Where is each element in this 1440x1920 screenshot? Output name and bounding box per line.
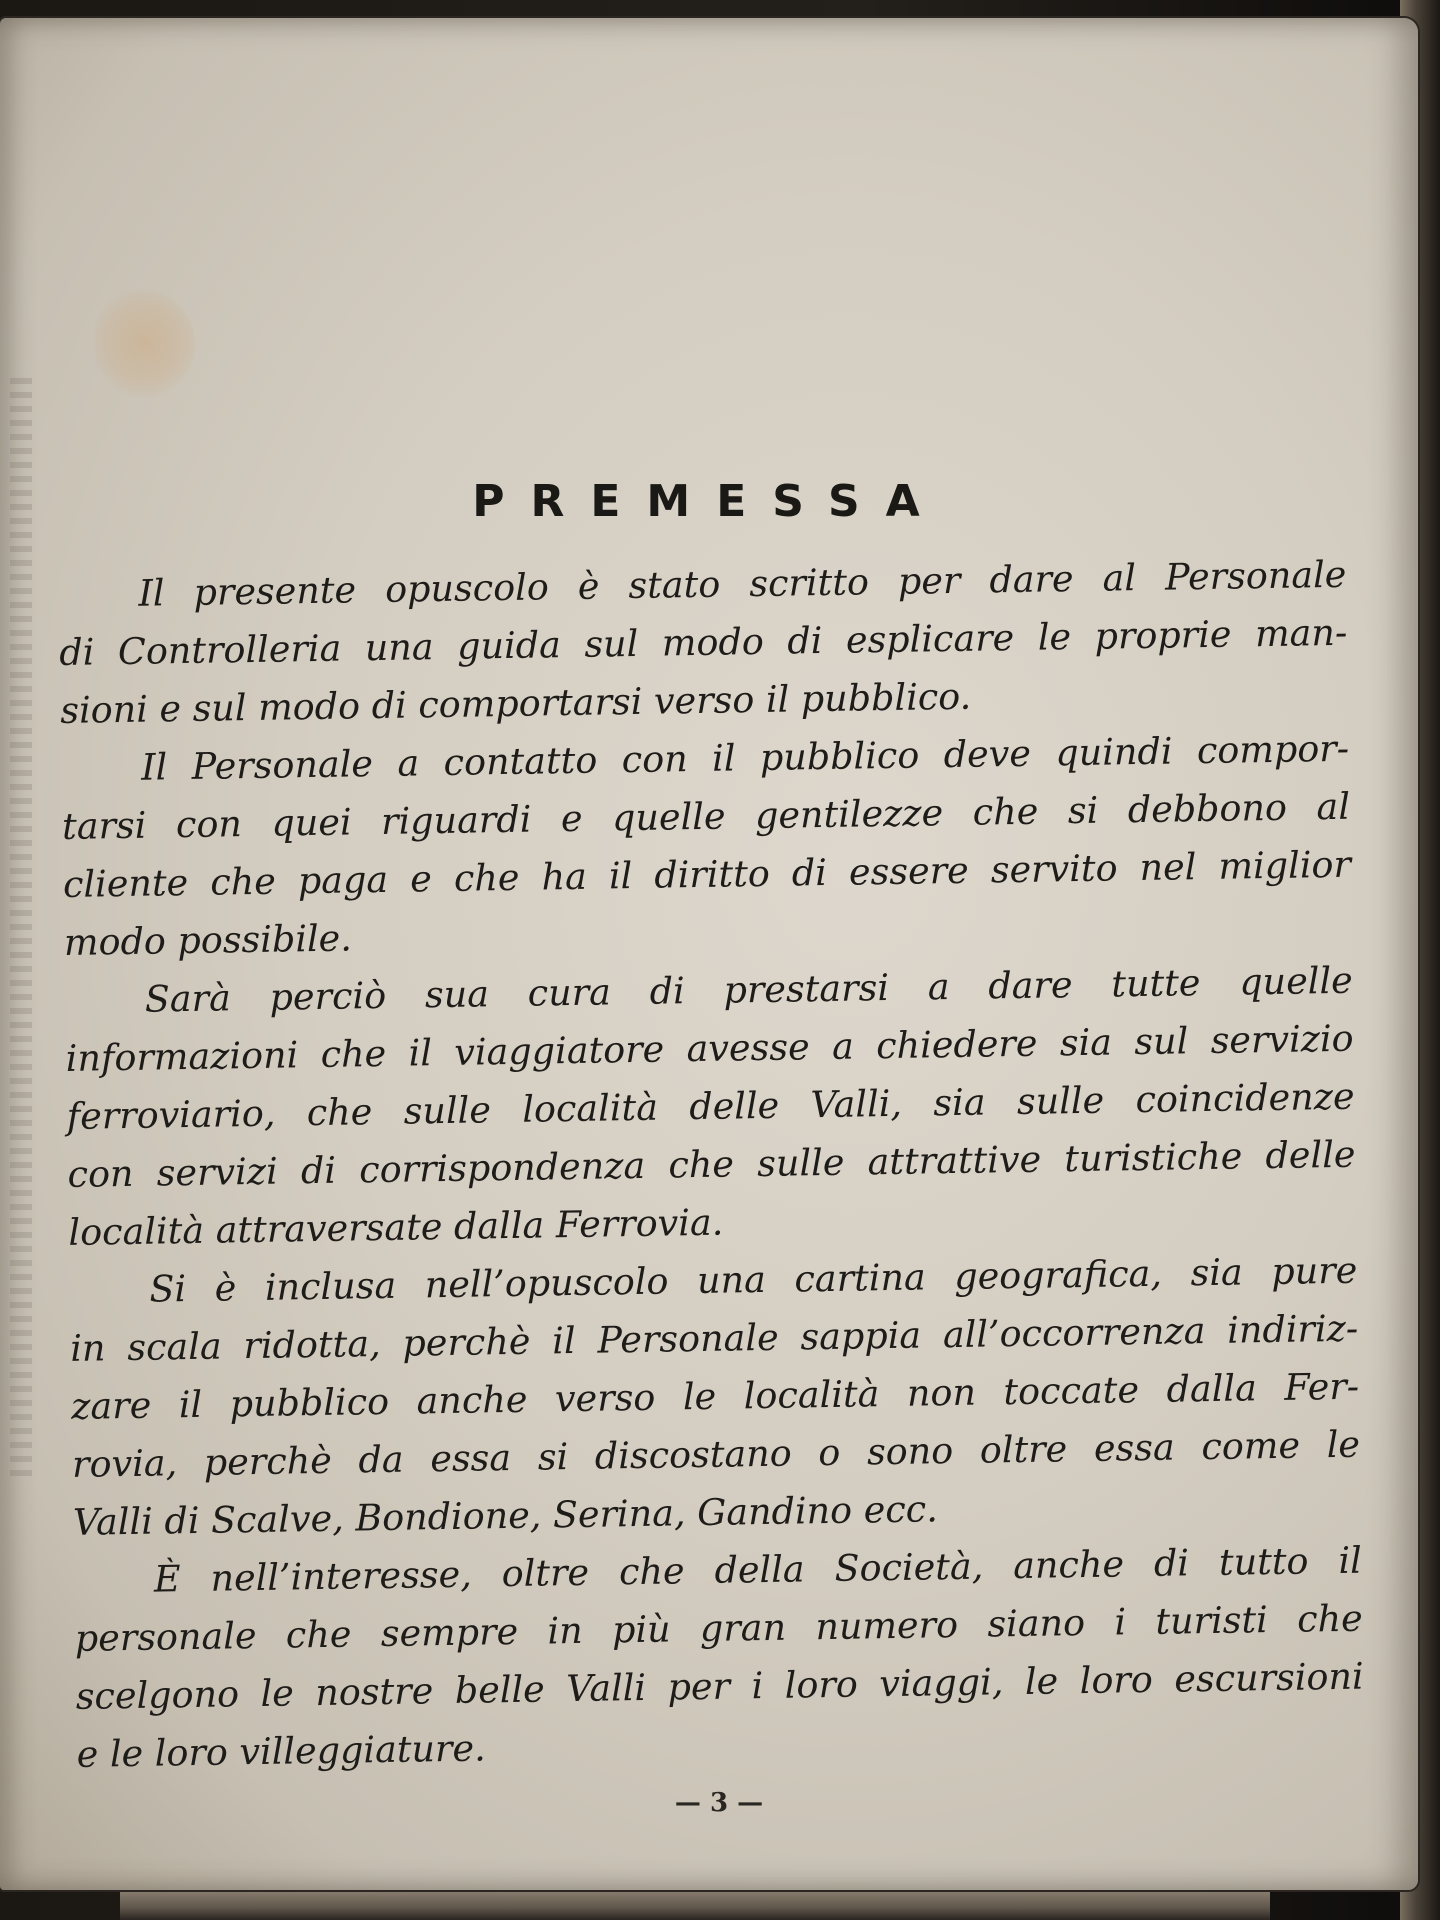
text-line: Il Personale a contatto con il pubblico deve quindi compor-	[140, 726, 1350, 789]
text-line: con servizi di corrispondenza che sulle attrattive turistiche delle	[67, 1132, 1356, 1196]
text-line: Il presente opuscolo è stato scritto per dare al Personale	[138, 552, 1347, 615]
paper-stain	[95, 288, 195, 398]
book-bottom-edge	[120, 1890, 1270, 1920]
paragraph-4	[69, 1242, 1361, 1552]
book-page	[0, 18, 1418, 1890]
paragraph-5	[73, 1532, 1364, 1784]
text-line: Sarà perciò sua cura di prestarsi a dare tutte quelle	[144, 958, 1354, 1021]
text-line: di Controlleria una guida sul modo di esplicare le proprie man-	[59, 610, 1348, 674]
text-line: modo possibile.	[63, 916, 353, 964]
text-line: rovia, perchè da essa si discostano o sono oltre essa come le	[71, 1422, 1361, 1486]
text-line: sioni e sul modo di comportarsi verso il pubblico.	[59, 674, 972, 732]
text-line: cliente che paga e che ha il diritto di essere servito nel miglior	[62, 842, 1352, 906]
paragraph-1	[58, 546, 1349, 740]
text-line: tarsi con quei riguardi e quelle gentilezze che si debbono al	[61, 784, 1351, 848]
text-line: località attraversate dalla Ferrovia.	[68, 1200, 724, 1254]
page-heading: PREMESSA	[472, 476, 946, 527]
text-line: È nell’interesse, oltre che della Società, anche di tutto il	[153, 1538, 1363, 1601]
text-line: ferroviario, che sulle località delle Valli, sia sulle coincidenze	[66, 1074, 1355, 1138]
text-line: in scala ridotta, perchè il Personale sappia all’occorrenza indiriz-	[69, 1306, 1359, 1370]
text-line: Valli di Scalve, Bondione, Serina, Gandino ecc.	[72, 1487, 939, 1544]
paragraph-3	[64, 952, 1356, 1262]
page-number: — 3 —	[674, 1788, 764, 1818]
text-line: e le loro villeggiature.	[76, 1726, 486, 1776]
text-line: zare il pubblico anche verso le località non toccate dalla Fer-	[70, 1364, 1360, 1428]
text-line: personale che sempre in più gran numero siano i turisti che	[74, 1596, 1364, 1660]
paragraph-2	[61, 720, 1352, 972]
text-line: scelgono le nostre belle Valli per i loro viaggi, le loro escursioni	[75, 1654, 1364, 1718]
text-line: Si è inclusa nell’opuscolo una cartina geografica, sia pure	[149, 1248, 1358, 1311]
binding-marks	[10, 378, 32, 1478]
body-text	[58, 546, 1365, 1784]
text-line: informazioni che il viaggiatore avesse a chiedere sia sul servizio	[65, 1016, 1354, 1080]
